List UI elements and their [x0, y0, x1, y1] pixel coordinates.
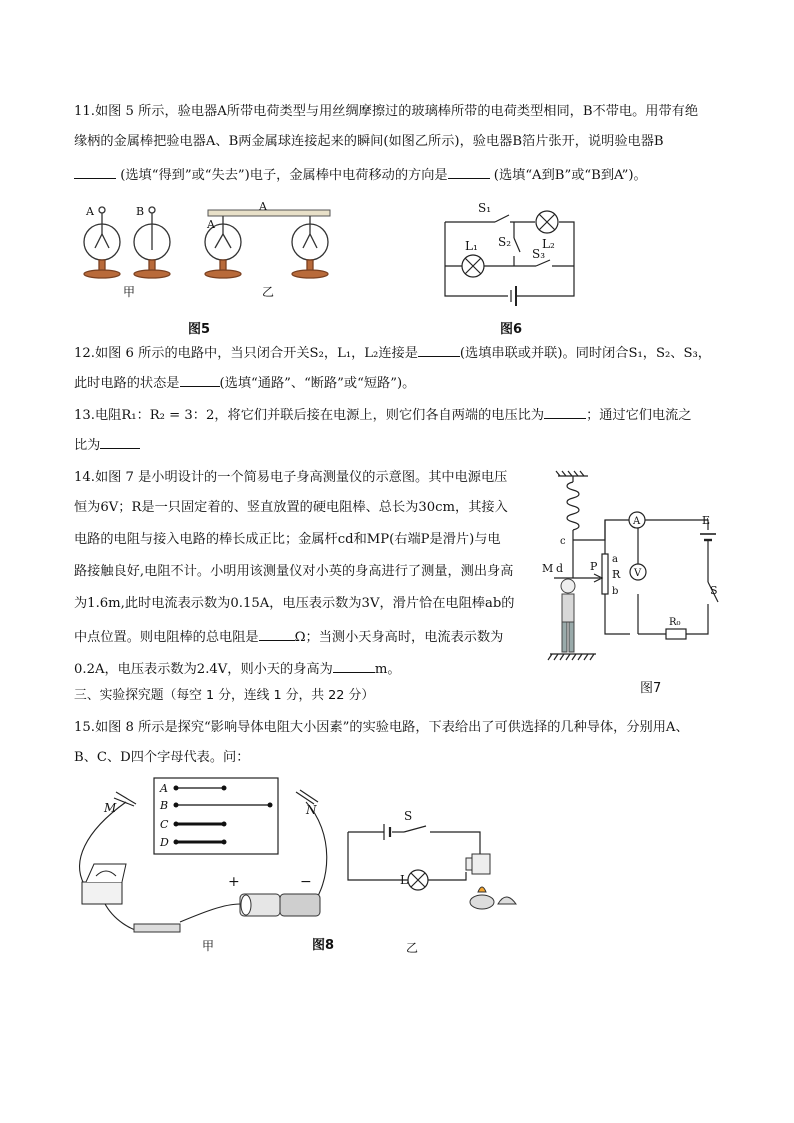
figure-5-caption: 图5 [188, 322, 211, 337]
figure-6 [440, 200, 580, 300]
answer-blank[interactable] [259, 626, 295, 641]
label-p: P [590, 560, 598, 573]
section-3-title: 三、实验探究题（每空 1 分，连线 1 分，共 22 分） [74, 688, 375, 703]
q15-line-1: 15.如图 8 所示是探究“影响导体电阻大小因素”的实验电路，下表给出了可供选择的几种导体，分别用A、 [74, 720, 689, 735]
metal-rod [208, 210, 330, 216]
label-n: N [306, 803, 317, 817]
q11-line-1: 11.如图 5 所示，验电器A所带电荷类型与用丝绸摩擦过的玻璃棒所带的电荷类型相同，B不带电。用带有绝 [74, 104, 699, 119]
label-r: R [612, 568, 621, 581]
label-s1: S₁ [478, 201, 492, 215]
q14-line-4: 路接触良好,电阻不计。小明用该测量仪对小英的身高进行了测量，测出身高 [74, 564, 514, 579]
label-l1: L₁ [465, 239, 478, 253]
label-b: b [612, 586, 619, 597]
q14-line-1: 14.如图 7 是小明设计的一个简易电子身高测量仪的示意图。其中电源电压 [74, 470, 508, 485]
q15-line-2: B、C、D四个字母代表。问： [74, 750, 250, 765]
label-rod-a: A [259, 200, 267, 213]
label-plus: + [228, 874, 240, 890]
label-a-yi: A [207, 218, 215, 231]
q14-line-6: 中点位置。则电阻棒的总电阻是 Ω；当测小天身高时，电流表示数为 [74, 626, 503, 648]
q14-line-2: 恒为6V；R是一只固定着的、竖直放置的硬电阻棒、总长为30cm，其接入 [74, 500, 508, 515]
person [561, 579, 575, 652]
label-m: M [542, 562, 554, 575]
q11-line-3: (选填“得到”或“失去”)电子，金属棒中电荷移动的方向是 (选填“A到B”或“B到A”)。 [74, 164, 647, 186]
figure-5 [78, 198, 338, 308]
label-s3: S₃ [532, 247, 546, 261]
ammeter-label: A [633, 516, 641, 527]
label-b-jia: B [136, 205, 145, 218]
ammeter-device [82, 864, 126, 904]
answer-blank[interactable] [100, 434, 140, 449]
label-m: M [104, 801, 117, 815]
alcohol-lamp [470, 887, 516, 909]
answer-blank[interactable] [418, 342, 460, 357]
label-d: d [556, 562, 564, 575]
row-d: D [160, 836, 169, 849]
label-yi: 乙 [406, 941, 419, 955]
row-b: B [160, 799, 169, 812]
figure-8-caption: 图8 [312, 938, 335, 953]
q11-line-2: 缘柄的金属棒把验电器A、B两金属球连接起来的瞬间(如图乙所示)，验电器B箔片张开，说明验电器B [74, 134, 664, 149]
voltmeter-label: V [634, 568, 642, 579]
q13-line-2: 比为 [74, 434, 140, 456]
label-jia: 甲 [202, 939, 215, 953]
batteries [240, 894, 320, 916]
label-a: a [612, 554, 618, 565]
label-s2: S₂ [498, 235, 512, 249]
figure-7 [540, 468, 720, 664]
label-e: E [702, 514, 711, 527]
switch-base [134, 924, 180, 932]
row-a: A [160, 782, 168, 795]
answer-blank[interactable] [74, 164, 116, 179]
label-r0: R₀ [669, 617, 681, 628]
q14-line-3: 电路的电阻与接入电路的棒长成正比；金属杆cd和MP(右端P是滑片)与电 [74, 532, 501, 547]
q12-line-1: 12.如图 6 所示的电路中，当只闭合开关S₂，L₁，L₂连接是 (选填串联或并联)。同时闭合S₁，S₂、S₃， [74, 342, 711, 364]
label-jia: 甲 [123, 285, 136, 299]
label-l2: L₂ [542, 237, 555, 251]
answer-blank[interactable] [333, 658, 375, 673]
label-a-jia: A [86, 205, 94, 218]
electroscope-b-yi [292, 216, 328, 278]
label-c: c [560, 536, 566, 547]
label-minus: − [300, 874, 312, 890]
q14-line-5: 为1.6m,此时电流表示数为0.15A，电压表示数为3V，滑片恰在电阻棒ab的 [74, 596, 515, 611]
figure-8 [74, 772, 534, 957]
answer-blank[interactable] [180, 372, 220, 387]
label-s: S [404, 809, 413, 823]
figure-6-caption: 图6 [500, 322, 523, 337]
row-c: C [160, 818, 169, 831]
label-yi: 乙 [262, 285, 275, 299]
q12-line-2: 此时电路的状态是 (选填“通路”、“断路”或“短路”)。 [74, 372, 415, 394]
answer-blank[interactable] [448, 164, 490, 179]
figure-7-caption: 图7 [640, 681, 662, 696]
heating-coil [466, 854, 490, 874]
q14-line-7: 0.2A，电压表示数为2.4V，则小天的身高为 m。 [74, 658, 401, 680]
label-l: L [400, 873, 408, 887]
answer-blank[interactable] [544, 404, 586, 419]
label-s: S [710, 584, 718, 597]
q13-line-1: 13.电阻R₁：R₂ = 3：2，将它们并联后接在电源上，则它们各自两端的电压比为 ；通过它们电流之 [74, 404, 692, 426]
